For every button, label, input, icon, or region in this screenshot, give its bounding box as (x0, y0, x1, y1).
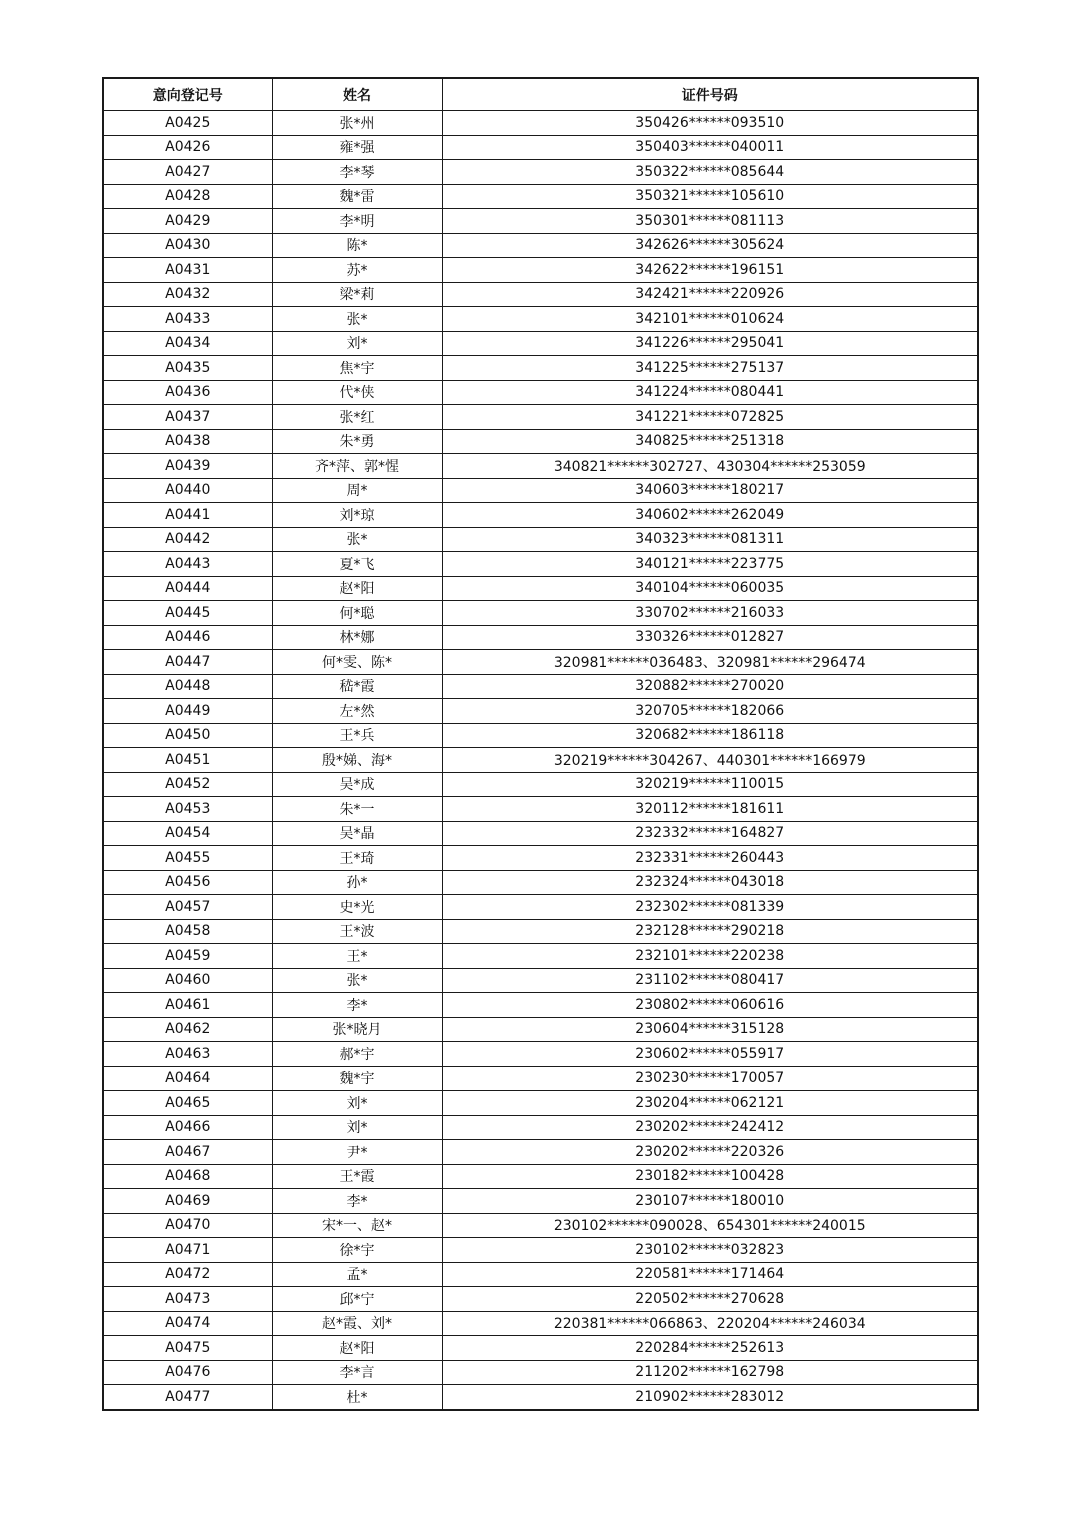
table-row (103, 1091, 978, 1116)
cell-id-number: 350403******040011 (442, 135, 978, 160)
cell-registration-no: A0434 (103, 331, 272, 356)
cell-name: 杜* (272, 1385, 442, 1410)
table-row (103, 846, 978, 871)
cell-name: 刘*琼 (272, 503, 442, 528)
table-row (103, 650, 978, 675)
cell-registration-no: A0427 (103, 160, 272, 185)
cell-id-number: 340825******251318 (442, 429, 978, 454)
cell-registration-no: A0441 (103, 503, 272, 528)
cell-name: 刘* (272, 1091, 442, 1116)
table-row (103, 356, 978, 381)
cell-name: 梁*莉 (272, 282, 442, 307)
cell-registration-no: A0463 (103, 1042, 272, 1067)
table-row (103, 1017, 978, 1042)
table-row (103, 1042, 978, 1067)
table-row (103, 1238, 978, 1263)
cell-id-number: 320219******304267、440301******166979 (442, 748, 978, 773)
table-row (103, 1140, 978, 1165)
cell-registration-no: A0473 (103, 1287, 272, 1312)
cell-id-number: 320112******181611 (442, 797, 978, 822)
table-header (103, 78, 978, 111)
cell-id-number: 211202******162798 (442, 1360, 978, 1385)
table-row (103, 184, 978, 209)
cell-name: 李*言 (272, 1360, 442, 1385)
cell-name: 刘* (272, 331, 442, 356)
cell-registration-no: A0464 (103, 1066, 272, 1091)
cell-id-number: 220502******270628 (442, 1287, 978, 1312)
cell-name: 苏* (272, 258, 442, 283)
cell-name: 代*侠 (272, 380, 442, 405)
table-body (103, 111, 978, 1410)
cell-id-number: 340104******060035 (442, 576, 978, 601)
cell-registration-no: A0455 (103, 846, 272, 871)
cell-registration-no: A0435 (103, 356, 272, 381)
cell-name: 赵*阳 (272, 576, 442, 601)
cell-name: 雍*强 (272, 135, 442, 160)
cell-id-number: 330702******216033 (442, 601, 978, 626)
table-row (103, 748, 978, 773)
cell-id-number: 232331******260443 (442, 846, 978, 871)
cell-registration-no: A0446 (103, 625, 272, 650)
cell-name: 齐*萍、郭*惺 (272, 454, 442, 479)
table-row (103, 1311, 978, 1336)
header-id-number: 证件号码 (442, 78, 978, 111)
table-row (103, 821, 978, 846)
table-row (103, 135, 978, 160)
cell-id-number: 342626******305624 (442, 233, 978, 258)
table-row (103, 993, 978, 1018)
cell-id-number: 210902******283012 (442, 1385, 978, 1410)
cell-registration-no: A0437 (103, 405, 272, 430)
cell-name: 左*然 (272, 699, 442, 724)
cell-registration-no: A0451 (103, 748, 272, 773)
cell-name: 张* (272, 968, 442, 993)
cell-name: 赵*霞、刘* (272, 1311, 442, 1336)
registration-table (102, 77, 979, 1411)
cell-registration-no: A0439 (103, 454, 272, 479)
cell-id-number: 230204******062121 (442, 1091, 978, 1116)
cell-registration-no: A0449 (103, 699, 272, 724)
cell-registration-no: A0460 (103, 968, 272, 993)
cell-name: 赵*阳 (272, 1336, 442, 1361)
cell-registration-no: A0432 (103, 282, 272, 307)
cell-id-number: 230802******060616 (442, 993, 978, 1018)
cell-id-number: 232332******164827 (442, 821, 978, 846)
table-row (103, 478, 978, 503)
table-row (103, 1213, 978, 1238)
table-row (103, 1360, 978, 1385)
table-row (103, 601, 978, 626)
cell-id-number: 340603******180217 (442, 478, 978, 503)
cell-registration-no: A0467 (103, 1140, 272, 1165)
cell-registration-no: A0428 (103, 184, 272, 209)
cell-id-number: 230202******220326 (442, 1140, 978, 1165)
cell-id-number: 232128******290218 (442, 919, 978, 944)
table-row (103, 282, 978, 307)
table-row (103, 454, 978, 479)
table-row (103, 1066, 978, 1091)
cell-name: 李* (272, 1189, 442, 1214)
cell-id-number: 230602******055917 (442, 1042, 978, 1067)
cell-name: 尹* (272, 1140, 442, 1165)
cell-id-number: 230102******032823 (442, 1238, 978, 1263)
table-row (103, 429, 978, 454)
table-row (103, 968, 978, 993)
cell-id-number: 220381******066863、220204******246034 (442, 1311, 978, 1336)
cell-id-number: 230202******242412 (442, 1115, 978, 1140)
table-row (103, 111, 978, 136)
cell-registration-no: A0472 (103, 1262, 272, 1287)
cell-name: 张*州 (272, 111, 442, 136)
header-registration-no: 意向登记号 (103, 78, 272, 111)
cell-name: 王*琦 (272, 846, 442, 871)
table-row (103, 895, 978, 920)
cell-name: 林*娜 (272, 625, 442, 650)
cell-name: 张*红 (272, 405, 442, 430)
cell-name: 夏*飞 (272, 552, 442, 577)
cell-id-number: 342421******220926 (442, 282, 978, 307)
table-row (103, 1385, 978, 1410)
header-name: 姓名 (272, 78, 442, 111)
cell-registration-no: A0475 (103, 1336, 272, 1361)
cell-name: 刘* (272, 1115, 442, 1140)
cell-id-number: 220284******252613 (442, 1336, 978, 1361)
cell-id-number: 341224******080441 (442, 380, 978, 405)
cell-registration-no: A0456 (103, 870, 272, 895)
cell-name: 焦*宇 (272, 356, 442, 381)
cell-registration-no: A0440 (103, 478, 272, 503)
cell-registration-no: A0470 (103, 1213, 272, 1238)
table-row (103, 209, 978, 234)
cell-name: 周* (272, 478, 442, 503)
cell-name: 张* (272, 527, 442, 552)
cell-id-number: 350426******093510 (442, 111, 978, 136)
cell-registration-no: A0444 (103, 576, 272, 601)
cell-id-number: 341221******072825 (442, 405, 978, 430)
cell-id-number: 341225******275137 (442, 356, 978, 381)
cell-registration-no: A0429 (103, 209, 272, 234)
cell-name: 王* (272, 944, 442, 969)
header-row (103, 78, 978, 111)
cell-registration-no: A0459 (103, 944, 272, 969)
table-row (103, 552, 978, 577)
cell-id-number: 230107******180010 (442, 1189, 978, 1214)
cell-id-number: 340323******081311 (442, 527, 978, 552)
table-row (103, 405, 978, 430)
cell-name: 朱*一 (272, 797, 442, 822)
table-row (103, 1262, 978, 1287)
table-row (103, 1336, 978, 1361)
cell-registration-no: A0469 (103, 1189, 272, 1214)
cell-id-number: 342101******010624 (442, 307, 978, 332)
cell-name: 嵇*霞 (272, 674, 442, 699)
cell-id-number: 232302******081339 (442, 895, 978, 920)
cell-registration-no: A0462 (103, 1017, 272, 1042)
cell-name: 陈* (272, 233, 442, 258)
cell-id-number: 320882******270020 (442, 674, 978, 699)
table-row (103, 307, 978, 332)
table-row (103, 797, 978, 822)
table-row (103, 503, 978, 528)
cell-id-number: 350322******085644 (442, 160, 978, 185)
table-row (103, 625, 978, 650)
table-row (103, 1115, 978, 1140)
cell-name: 邱*宁 (272, 1287, 442, 1312)
table-row (103, 772, 978, 797)
cell-registration-no: A0443 (103, 552, 272, 577)
cell-id-number: 320682******186118 (442, 723, 978, 748)
cell-registration-no: A0433 (103, 307, 272, 332)
cell-id-number: 230604******315128 (442, 1017, 978, 1042)
cell-registration-no: A0436 (103, 380, 272, 405)
table-row (103, 1287, 978, 1312)
cell-registration-no: A0448 (103, 674, 272, 699)
cell-name: 史*光 (272, 895, 442, 920)
table-row (103, 1164, 978, 1189)
cell-name: 王*兵 (272, 723, 442, 748)
cell-id-number: 340602******262049 (442, 503, 978, 528)
cell-name: 李*明 (272, 209, 442, 234)
cell-id-number: 340121******223775 (442, 552, 978, 577)
cell-id-number: 220581******171464 (442, 1262, 978, 1287)
cell-registration-no: A0430 (103, 233, 272, 258)
cell-id-number: 231102******080417 (442, 968, 978, 993)
cell-id-number: 230102******090028、654301******240015 (442, 1213, 978, 1238)
table-row (103, 576, 978, 601)
cell-id-number: 320705******182066 (442, 699, 978, 724)
cell-name: 魏*宇 (272, 1066, 442, 1091)
table-row (103, 1189, 978, 1214)
cell-id-number: 320981******036483、320981******296474 (442, 650, 978, 675)
cell-registration-no: A0442 (103, 527, 272, 552)
cell-registration-no: A0461 (103, 993, 272, 1018)
cell-name: 郝*宇 (272, 1042, 442, 1067)
cell-registration-no: A0477 (103, 1385, 272, 1410)
cell-id-number: 342622******196151 (442, 258, 978, 283)
cell-name: 李*琴 (272, 160, 442, 185)
table-row (103, 944, 978, 969)
cell-name: 王*霞 (272, 1164, 442, 1189)
cell-name: 张* (272, 307, 442, 332)
cell-name: 何*聪 (272, 601, 442, 626)
cell-registration-no: A0450 (103, 723, 272, 748)
cell-id-number: 232324******043018 (442, 870, 978, 895)
cell-name: 魏*雷 (272, 184, 442, 209)
cell-name: 张*晓月 (272, 1017, 442, 1042)
cell-id-number: 230230******170057 (442, 1066, 978, 1091)
cell-registration-no: A0458 (103, 919, 272, 944)
table-row (103, 674, 978, 699)
table-row (103, 258, 978, 283)
cell-registration-no: A0466 (103, 1115, 272, 1140)
cell-id-number: 232101******220238 (442, 944, 978, 969)
table-row (103, 699, 978, 724)
cell-name: 王*波 (272, 919, 442, 944)
cell-name: 朱*勇 (272, 429, 442, 454)
table-row (103, 331, 978, 356)
table-row (103, 723, 978, 748)
cell-id-number: 340821******302727、430304******253059 (442, 454, 978, 479)
table-row (103, 870, 978, 895)
cell-registration-no: A0438 (103, 429, 272, 454)
cell-id-number: 320219******110015 (442, 772, 978, 797)
cell-name: 何*雯、陈* (272, 650, 442, 675)
cell-registration-no: A0454 (103, 821, 272, 846)
cell-name: 孙* (272, 870, 442, 895)
cell-name: 李* (272, 993, 442, 1018)
cell-registration-no: A0474 (103, 1311, 272, 1336)
cell-name: 吴*晶 (272, 821, 442, 846)
cell-registration-no: A0453 (103, 797, 272, 822)
cell-registration-no: A0431 (103, 258, 272, 283)
cell-name: 徐*宇 (272, 1238, 442, 1263)
table-row (103, 160, 978, 185)
cell-registration-no: A0476 (103, 1360, 272, 1385)
cell-registration-no: A0457 (103, 895, 272, 920)
cell-registration-no: A0445 (103, 601, 272, 626)
cell-registration-no: A0465 (103, 1091, 272, 1116)
cell-name: 宋*一、赵* (272, 1213, 442, 1238)
cell-id-number: 350321******105610 (442, 184, 978, 209)
cell-id-number: 330326******012827 (442, 625, 978, 650)
cell-registration-no: A0426 (103, 135, 272, 160)
cell-registration-no: A0425 (103, 111, 272, 136)
cell-name: 孟* (272, 1262, 442, 1287)
cell-registration-no: A0468 (103, 1164, 272, 1189)
cell-name: 殷*娣、海* (272, 748, 442, 773)
table-row (103, 380, 978, 405)
table-row (103, 233, 978, 258)
table-row (103, 527, 978, 552)
cell-id-number: 341226******295041 (442, 331, 978, 356)
table-row (103, 919, 978, 944)
cell-registration-no: A0471 (103, 1238, 272, 1263)
cell-registration-no: A0452 (103, 772, 272, 797)
cell-registration-no: A0447 (103, 650, 272, 675)
cell-id-number: 230182******100428 (442, 1164, 978, 1189)
cell-id-number: 350301******081113 (442, 209, 978, 234)
cell-name: 吴*成 (272, 772, 442, 797)
